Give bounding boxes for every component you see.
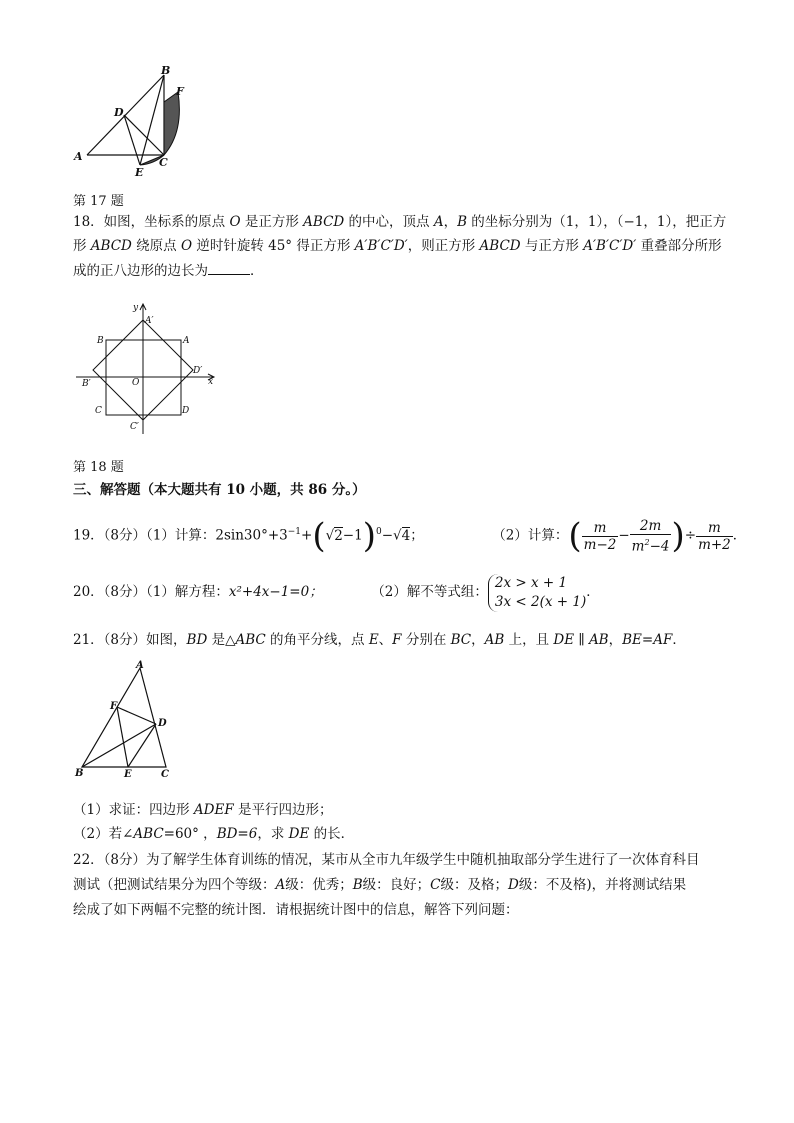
label-C: C [159,156,168,169]
label-B: B [161,64,171,77]
label-A1: A′ [145,316,154,326]
label-E: E [124,769,132,780]
label-D: D [114,106,124,119]
figure-17 [70,62,200,182]
q18-line2: 形 ABCD 绕原点 O 逆时针旋转 45° 得正方形 A′B′C′D′，则正方形 ABCD 与正方形 A′B′C′D′ 重叠部分所形 [73,238,722,254]
q22-line3: 绘成了如下两幅不完整的统计图．请根据统计图中的信息，解答下列问题： [73,902,519,918]
label-D: D [182,406,190,416]
label-A: A [136,660,144,671]
q22-line1: 22．（8分）为了解学生体育训练的情况，某市从全市九年级学生中随机抽取部分学生进行了一次体育科目 [73,852,700,868]
label-x: x [208,377,214,387]
section-3-heading: 三、解答题（本大题共有 10 小题，共 86 分。） [73,482,366,498]
q18-line3: 成的正八边形的边长为 ． [73,260,264,281]
figure-18 [76,298,226,438]
q21-part2: （2）若∠ABC=60° ，BD=6，求 DE 的长． [73,826,355,842]
label-B1: B′ [82,379,91,389]
label-F: F [110,701,118,712]
figure-21 [72,660,182,780]
label-E: E [135,166,144,179]
label-D1: D′ [193,366,203,376]
label-B: B [97,336,104,346]
label-C: C [95,406,102,416]
label-B: B [75,768,84,779]
shaded-region-f [164,92,179,155]
q18-line1: 18．如图，坐标系的原点 O 是正方形 ABCD 的中心，顶点 A，B 的坐标分别为（1，1），（−1，1），把正方 [73,214,727,230]
q20: 20．（8分）（1）解方程：x²+4x−1=0； （2）解不等式组： 2x > x + 1 3x < 2(x + 1) ． [73,574,600,610]
inequality-system: 2x > x + 1 3x < 2(x + 1) [488,574,586,612]
q19: 19．（8分）（1）计算：$2\sin 30^\circ+3^{-1}+(√2-1)^0-√4$； （2）计算：( $\frac{m}{m-2}$ − $\frac{2m}{m^2-4}$ )÷ $\frac{m}{m+2}$ ． [73,516,747,556]
label-D: D [158,718,167,729]
label-A: A [183,336,190,346]
label-y: y [133,303,139,313]
label-O: O [132,378,140,388]
q21: 21．（8分）如图，BD 是△ABC 的角平分线，点 E、F 分别在 BC，AB 上，且 DE ∥ AB，BE=AF． [73,632,686,648]
q21-part1: （1）求证：四边形 ADEF 是平行四边形； [73,802,333,818]
figure-18-caption: 第 18 题 [73,460,124,475]
label-C1: C′ [130,422,139,432]
answer-blank [208,260,250,275]
label-A: A [74,150,83,163]
figure-17-caption: 第 17 题 [73,194,124,209]
label-C: C [161,769,169,780]
label-F: F [176,85,184,98]
q22-line2: 测试（把测试结果分为四个等级：A级：优秀；B级：良好；C级：及格；D级：不及格)，并将测试结果 [73,877,687,893]
